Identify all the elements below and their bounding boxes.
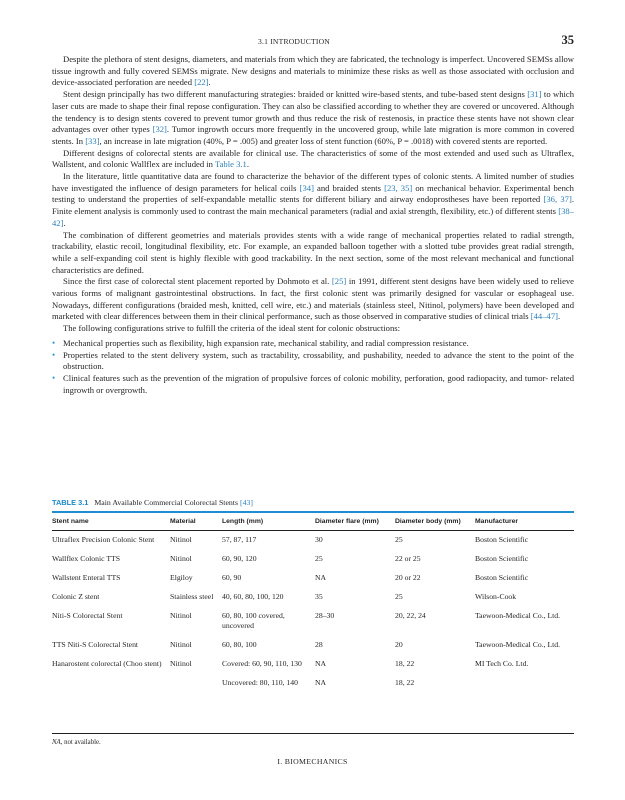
- text-run: on mechanical behavior. Experimental bench testing to understand the properties of self-expandable metallic stents for different biliary and airway endoprostheses have been reported: [52, 182, 574, 205]
- table-cell: [475, 673, 574, 692]
- citation-link[interactable]: [31]: [527, 89, 542, 100]
- citation-link[interactable]: Table 3.1: [214, 159, 247, 170]
- citation-link[interactable]: [34]: [299, 182, 314, 193]
- table-cell: 20, 22, 24: [395, 611, 426, 620]
- running-footer: I. BIOMECHANICS: [277, 757, 348, 766]
- table-cell: 28–30: [315, 611, 335, 620]
- page-number: 35: [561, 33, 574, 47]
- bullet-icon: •: [52, 372, 56, 383]
- table-row: [52, 654, 574, 673]
- text-run: Since the first case of colorectal stent placement reported by Dohmoto et al.: [63, 276, 332, 287]
- table-cell: 57, 87, 117: [222, 535, 257, 544]
- text-run: .: [208, 77, 211, 88]
- citation-link[interactable]: [38–42]: [52, 206, 574, 228]
- paragraph: [52, 148, 574, 171]
- table-cell: Boston Scientific: [475, 573, 529, 582]
- text-run: . Finite element analysis is commonly used to contrast the main mechanical parameters (radial and axial strength, flexibility, etc.) of different stents: [52, 194, 574, 217]
- table-cell: 30: [315, 535, 323, 544]
- running-header-section: 3.1 INTRODUCTION: [258, 37, 330, 46]
- citation-link[interactable]: [22]: [194, 77, 209, 88]
- table-cell: [170, 673, 222, 692]
- table-cell: 25: [315, 554, 323, 563]
- text-run: In the literature, little quantitative data are found to characterize the behavior of the different types of colonic stents. A limited number of studies have investigated the influence of design parameters for helical coils: [52, 171, 574, 193]
- text-run: , an increase in late migration (40%, P = .005) and greater loss of stent function (60%, P = .0018) with covered stents are reported.: [99, 135, 548, 146]
- text-run: Despite the plethora of stent designs, diameters, and materials from which they are fabricated, the technology is imperfect. Uncovered SEMSs allow tissue ingrowth and fully covered SEMSs migrate. New designs and materials to minimize these risks as well as those associated with occlusion and device-associated perforation are needed: [52, 54, 574, 88]
- table-cell: NA: [315, 678, 327, 687]
- criteria-list: [52, 338, 574, 397]
- table-cell: Ultraflex Precision Colonic Stent: [52, 535, 155, 544]
- table-cell: 40, 60, 80, 100, 120: [222, 592, 284, 601]
- body-text: [52, 54, 574, 396]
- list-item-text: Properties related to the stent delivery system, such as tractability, crossability, and pushability, needed to advance the stent to the point of the obstruction.: [63, 349, 574, 372]
- table-row: [52, 673, 574, 692]
- citation-link[interactable]: [36, 37]: [543, 194, 572, 205]
- citation-link[interactable]: [25]: [331, 276, 347, 287]
- table-bottom-rule: [52, 733, 574, 734]
- table-cell: 35: [315, 592, 323, 601]
- column-header: Length (mm): [222, 518, 264, 525]
- citation-link[interactable]: [23, 35]: [384, 182, 413, 193]
- citation-link[interactable]: [32]: [152, 124, 167, 135]
- paragraph: [52, 323, 574, 335]
- table-cell: 60, 80, 100 covered, uncovered: [222, 611, 285, 630]
- table-label: TABLE 3.1: [52, 498, 89, 507]
- column-header: Manufacturer: [475, 518, 519, 525]
- table-header-rule: [52, 530, 574, 531]
- table-cell: 25: [395, 592, 403, 601]
- paragraph: [52, 171, 574, 230]
- table-caption: [52, 498, 253, 507]
- text-run: Stent design principally has two different manufacturing strategies: braided or knitted wire-based stents, and tube-based stent designs: [63, 89, 528, 100]
- table-cell: Nitinol: [170, 554, 192, 563]
- table-header-row: [52, 515, 574, 530]
- table-cell: 22 or 25: [395, 554, 421, 563]
- text-run: The following configurations strive to fulfill the criteria of the ideal stent for colonic obstructions:: [63, 323, 400, 334]
- table-cell: Taewoon-Medical Co., Ltd.: [475, 640, 561, 649]
- bullet-icon: •: [52, 337, 56, 348]
- table-cell: Wilson-Cook: [475, 592, 517, 601]
- table-row: [52, 568, 574, 587]
- table-cell: Nitinol: [170, 640, 192, 649]
- column-header: Diameter flare (mm): [315, 518, 379, 525]
- text-run: to which laser cuts are made to shape their final repose configuration. They can also be classified according to whether they are covered or uncovered. Although the tendency is to design stents covered to prevent tumor growth and thus reduce the risk of restenosis, in practice these stents have not shown clear advantages over other types: [52, 89, 574, 135]
- text-run: Different designs of colorectal stents are available for clinical use. The characteristics of some of the most extended and used such as Ultraflex, Wallstent, and colonic Wallflex are included in: [52, 147, 574, 170]
- text-run: .: [246, 159, 249, 170]
- table-cell: 28: [315, 640, 323, 649]
- citation-link[interactable]: [33]: [85, 135, 100, 146]
- table-cell: NA: [315, 573, 327, 582]
- paragraph: [52, 89, 574, 148]
- footnote-text: not available.: [62, 739, 101, 746]
- table-cell: Covered: 60, 90, 110, 130: [222, 659, 302, 668]
- text-run: The combination of different geometries and materials provides stents with a wide range of mechanical properties related to radial strength, trackability, elastic recoil, longitudinal flexibility, etc. For example, an expanded balloon together with a slotted tube provides great radial strength, while a self-expanding coil stent is highly flexible with good trackability. In the next section, some of the most relevant mechanical and functional characteristics are defined.: [52, 229, 574, 275]
- paragraphs: [52, 54, 574, 335]
- table-cell: 60, 90: [222, 573, 242, 582]
- table-cell: 18, 22: [395, 678, 415, 687]
- text-run: and braided stents: [313, 182, 385, 193]
- table-body: [52, 530, 574, 692]
- table-cell: Hanarostent colorectal (Choo stent): [52, 659, 162, 668]
- table-cell: Wallstent Enteral TTS: [52, 573, 121, 582]
- citation-link[interactable]: [44–47]: [530, 311, 558, 322]
- table-title: Main Available Commercial Colorectal Stents: [94, 498, 239, 507]
- paragraph: [52, 230, 574, 277]
- table-row: [52, 606, 574, 635]
- table-cell: 20: [395, 640, 403, 649]
- column-header: Stent name: [52, 518, 89, 525]
- paragraph: [52, 54, 574, 89]
- table-cell: 60, 90, 120: [222, 554, 257, 563]
- table-row: [52, 635, 574, 654]
- table-top-rule: [52, 511, 574, 513]
- list-item-text: Clinical features such as the prevention of the migration of propulsive forces of colonic mobility, perforation, good radiopacity, and tumor- related ingrowth or overgrowth.: [63, 372, 574, 395]
- text-run: . Tumor ingrowth occurs more frequently in the uncovered group, while late migration is more common in covered stents. In: [52, 124, 574, 146]
- text-run: in 1991, different stent designs have been widely used to relieve various forms of malignant gastrointestinal obstructions. In fact, the first colonic stent was primarily designed for vascular or esophageal use. Nowadays, different configurations (braided mesh, knitted, cell wire, etc.) and materials (stainless steel, Nitinol, polymers) have been developed and marketed with clear differences between them in their clinical performance, such as those observed in comparative studies of clinical trials: [52, 276, 574, 322]
- table-cell: NA: [315, 659, 327, 668]
- paragraph: [52, 276, 574, 323]
- table-cell: 60, 80, 100: [222, 640, 257, 649]
- column-header: Diameter body (mm): [395, 518, 461, 525]
- bullet-icon: •: [52, 349, 56, 360]
- list-item: [52, 373, 574, 396]
- footnote-abbr: NA,: [52, 739, 63, 746]
- table-cell: 20 or 22: [395, 573, 421, 582]
- table-row: [52, 530, 574, 549]
- table-cell: Nitinol: [170, 659, 192, 668]
- table-cell: Stainless steel: [170, 592, 214, 601]
- table-cell: Boston Scientific: [475, 554, 529, 563]
- table-cell: Uncovered: 80, 110, 140: [222, 678, 298, 687]
- table-cell: Boston Scientific: [475, 535, 529, 544]
- list-item: [52, 350, 574, 373]
- table-cell: 25: [395, 535, 403, 544]
- table-footnote: [52, 739, 101, 746]
- table-cell: Nitinol: [170, 535, 192, 544]
- table-cell: Niti-S Colorectal Stent: [52, 611, 123, 620]
- table-cell: [52, 673, 170, 692]
- table-cell: Colonic Z stent: [52, 592, 100, 601]
- table-cell: MI Tech Co. Ltd.: [475, 659, 529, 668]
- stents-table: [52, 515, 574, 692]
- table-row: [52, 587, 574, 606]
- table-cell: 18, 22: [395, 659, 415, 668]
- table-reference: [43]: [239, 498, 253, 507]
- table-row: [52, 549, 574, 568]
- table-cell: TTS Niti-S Colorectal Stent: [52, 640, 139, 649]
- list-item-text: Mechanical properties such as flexibility, high expansion rate, mechanical stability, and radial compression resistance.: [63, 337, 469, 348]
- text-run: .: [63, 217, 66, 228]
- table-cell: Wallflex Colonic TTS: [52, 554, 120, 563]
- table-cell: Elgiloy: [170, 573, 193, 582]
- table-cell: Nitinol: [170, 611, 192, 620]
- text-run: .: [557, 311, 561, 322]
- table-cell: Taewoon-Medical Co., Ltd.: [475, 611, 561, 620]
- list-item: [52, 338, 574, 350]
- column-header: Material: [170, 518, 196, 525]
